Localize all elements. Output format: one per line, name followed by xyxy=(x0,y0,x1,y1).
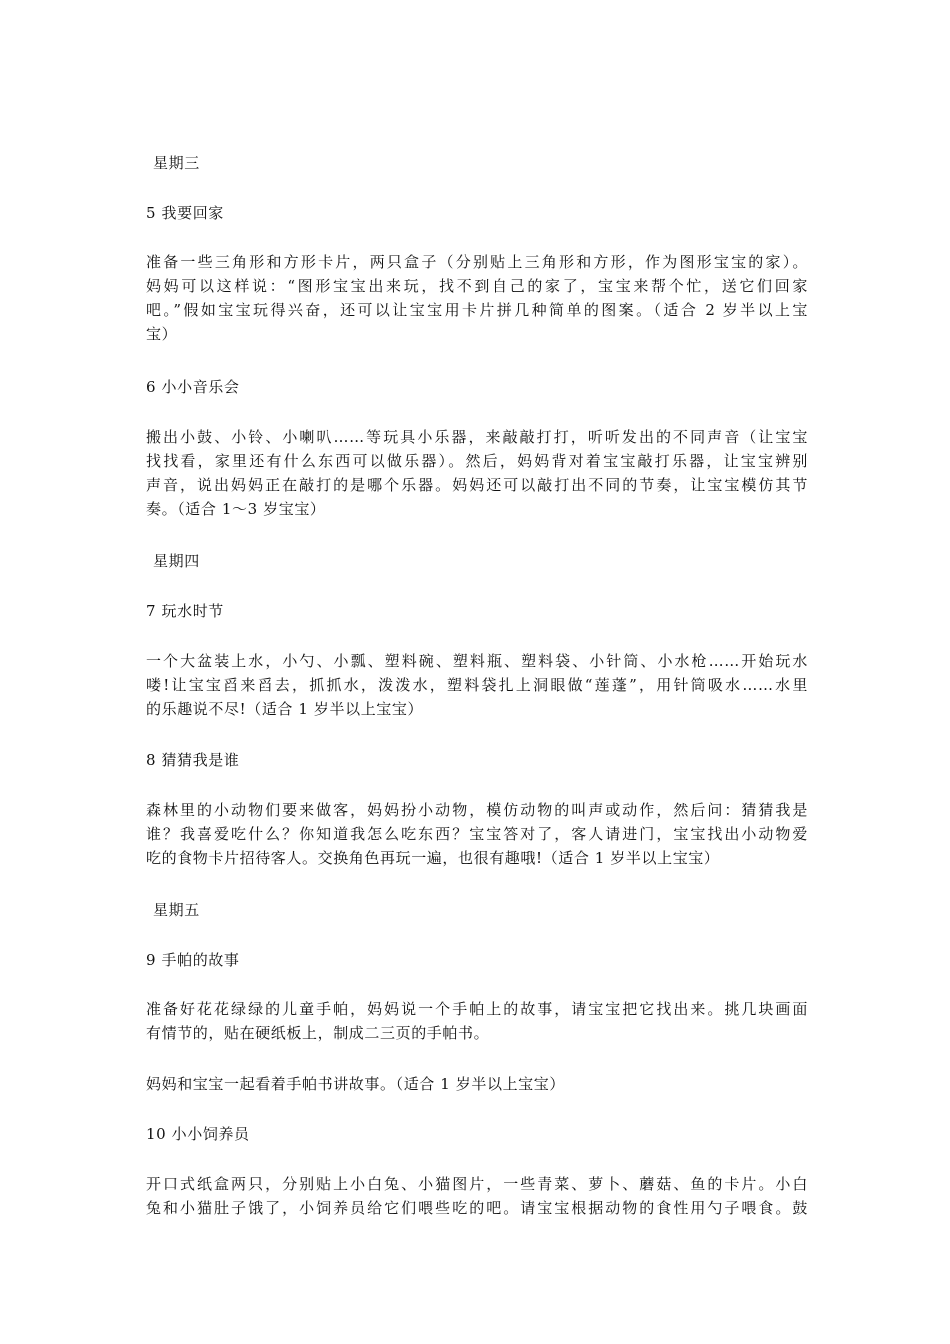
paragraph-line: 奏。（适合 1～3 岁宝宝） xyxy=(146,500,326,518)
paragraph-line: 妈妈可以这样说：“图形宝宝出来玩，找不到自己的家了，宝宝来帮个忙，送它们回家 xyxy=(146,277,808,295)
section-title-5: 5 我要回家 xyxy=(146,204,224,222)
paragraph-line: 有情节的，贴在硬纸板上，制成二三页的手帕书。 xyxy=(146,1024,490,1042)
paragraph-line: 喽!让宝宝舀来舀去，抓抓水，泼泼水，塑料袋扎上洞眼做“莲蓬”，用针筒吸水……水里 xyxy=(146,676,808,694)
paragraph-line: 一个大盆装上水，小勺、小瓢、塑料碗、塑料瓶、塑料袋、小针筒、小水枪……开始玩水 xyxy=(146,652,808,670)
paragraph-line: 开口式纸盒两只，分别贴上小白兔、小猫图片，一些青菜、萝卜、蘑菇、鱼的卡片。小白 xyxy=(146,1175,808,1193)
day-heading-wednesday: 星期三 xyxy=(153,154,200,172)
paragraph-line: 吃的食物卡片招待客人。交换角色再玩一遍，也很有趣哦!（适合 1 岁半以上宝宝） xyxy=(146,849,720,867)
paragraph-line: 准备好花花绿绿的儿童手帕，妈妈说一个手帕上的故事，请宝宝把它找出来。挑几块画面 xyxy=(146,1000,808,1018)
section-title-7: 7 玩水时节 xyxy=(146,602,224,620)
paragraph-line: 的乐趣说不尽!（适合 1 岁半以上宝宝） xyxy=(146,700,424,718)
paragraph-line: 吧。”假如宝宝玩得兴奋，还可以让宝宝用卡片拼几种简单的图案。（适合 2 岁半以上宝 xyxy=(146,301,808,319)
paragraph-line: 声音，说出妈妈正在敲打的是哪个乐器。妈妈还可以敲打出不同的节奏，让宝宝模仿其节 xyxy=(146,476,808,494)
paragraph-line: 准备一些三角形和方形卡片，两只盒子（分别贴上三角形和方形，作为图形宝宝的家）。 xyxy=(146,253,808,271)
section-title-10: 10 小小饲养员 xyxy=(146,1125,250,1143)
paragraph-line: 找找看，家里还有什么东西可以做乐器）。然后，妈妈背对着宝宝敲打乐器，让宝宝辨别 xyxy=(146,452,808,470)
section-title-8: 8 猜猜我是谁 xyxy=(146,751,240,769)
day-heading-thursday: 星期四 xyxy=(153,552,200,570)
paragraph-line: 森林里的小动物们要来做客，妈妈扮小动物，模仿动物的叫声或动作，然后问：猜猜我是 xyxy=(146,801,808,819)
paragraph-line: 谁？我喜爱吃什么？你知道我怎么吃东西？宝宝答对了，客人请进门，宝宝找出小动物爱 xyxy=(146,825,808,843)
section-title-6: 6 小小音乐会 xyxy=(146,378,240,396)
paragraph-line: 妈妈和宝宝一起看着手帕书讲故事。（适合 1 岁半以上宝宝） xyxy=(146,1075,565,1093)
day-heading-friday: 星期五 xyxy=(153,901,200,919)
paragraph-line: 搬出小鼓、小铃、小喇叭……等玩具小乐器，来敲敲打打，听听发出的不同声音（让宝宝 xyxy=(146,428,808,446)
paragraph-line: 宝） xyxy=(146,325,178,343)
section-title-9: 9 手帕的故事 xyxy=(146,951,240,969)
paragraph-line: 兔和小猫肚子饿了，小饲养员给它们喂些吃的吧。请宝宝根据动物的食性用勺子喂食。鼓 xyxy=(146,1199,808,1217)
